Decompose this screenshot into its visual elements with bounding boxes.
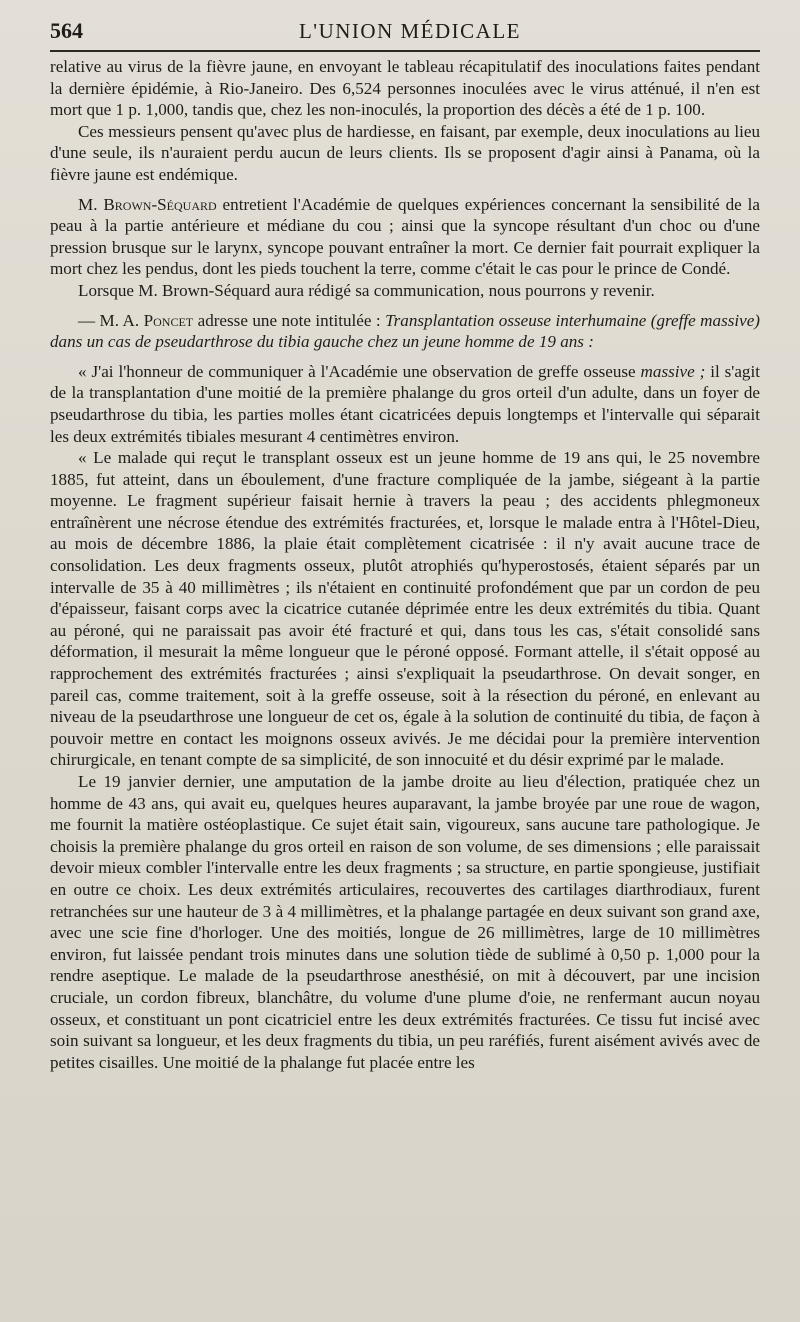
- paragraph-text: « J'ai l'honneur de communiquer à l'Académie une observation de greffe osseuse: [78, 361, 641, 381]
- page-number: 564: [50, 18, 83, 43]
- paragraph: [50, 310, 760, 353]
- page-header: [50, 18, 760, 52]
- paragraph-tail: il s'agit de la transplantation d'une moitié de la première phalange du gros orteil d'un adulte, dans un foyer de pseudarthrose du tibia, les parties molles étant cicatricées depuis longtemps et l'intervalle qui séparait les deux extrémités tibiales mesurant 4 centimètres environ.: [50, 361, 760, 446]
- paragraph-text: adresse une note intitulée :: [193, 310, 386, 330]
- author-name: Poncet: [143, 310, 194, 330]
- note-title: Transplantation osseuse interhumaine (greffe massive) dans un cas de pseudarthrose du tibia gauche chez un jeune homme de 19 ans :: [50, 310, 760, 352]
- running-head: L'UNION MÉDICALE: [298, 19, 521, 43]
- paragraph: Lorsque M. Brown-Séquard aura rédigé sa communication, nous pourrons y revenir.: [78, 280, 655, 300]
- paragraph: [50, 194, 760, 280]
- paragraph: [50, 361, 760, 447]
- paragraph-prefix: M.: [78, 194, 104, 214]
- author-name: Brown-Séquard: [103, 194, 217, 214]
- paragraph-prefix: — M. A.: [78, 310, 144, 330]
- body-text: [50, 56, 760, 1073]
- paragraph: « Le malade qui reçut le transplant osseux est un jeune homme de 19 ans qui, le 25 novembre 1885, fut atteint, dans un éboulement, d'une fracture compliquée de la jambe, siégeant à la partie moyenne. Le fragment supérieur faisait hernie à travers la peau ; des accidents phlegmoneux entraînèrent une nécrose étendue des extrémités fracturées, et, lorsque le malade entra à l'Hôtel-Dieu, au mois de décembre 1886, la plaie était complètement cicatrisée : il n'y avait aucune trace de consolidation. Les deux fragments osseux, plutôt atrophiés qu'hyperostosés, étaient séparés par un intervalle de 35 à 40 millimètres ; ils n'étaient en continuité profondément que par un cordon de peu d'épaisseur, faisant corps avec la cicatrice cutanée déprimée entre les deux extrémités du tibia. Quant au péroné, qui ne paraissait pas avoir été fracturé et qui, dans tous les cas, s'était consolidé sans déformation, il mesurait la même longueur que le péroné opposé. Formant attelle, il s'était opposé au rapprochement des extrémités fracturées ; ainsi s'expliquait la pseudarthrose. On devait songer, en pareil cas, comme traitement, soit à la greffe osseuse, soit à la résection du péroné, en enlevant au niveau de la pseudarthrose une longueur de cet os, égale à la solution de continuité du tibia, de façon à pouvoir mettre en contact les moignons osseux avivés. Je me décidai pour la première intervention chirurgicale, en tenant compte de sa simplicité, de son innocuité et du désir exprimé par le malade.: [50, 448, 760, 770]
- paragraph: Ces messieurs pensent qu'avec plus de hardiesse, en faisant, par exemple, deux inoculations au lieu d'une seule, ils n'auraient perdu aucun de leurs clients. Ils se proposent d'agir ainsi à Panama, où la fièvre jaune est endémique.: [50, 121, 760, 184]
- paragraph: relative au virus de la fièvre jaune, en envoyant le tableau récapitulatif des inoculations faites pendant la dernière épidémie, à Rio-Janeiro. Des 6,524 personnes inoculées avec le virus atténué, il n'en est mort que 1 p. 1,000, tandis que, chez les non-inoculés, la proportion des décès a été de 1 p. 100.: [50, 57, 760, 120]
- italic-word: massive ;: [640, 361, 706, 381]
- paragraph: Le 19 janvier dernier, une amputation de la jambe droite au lieu d'élection, pratiquée chez un homme de 43 ans, qui avait eu, quelques heures auparavant, la jambe broyée par une roue de wagon, me fournit la matière ostéoplastique. Ce sujet était sain, vigoureux, sans aucune tare pathologique. Je choisis la première phalange du gros orteil en raison de son volume, de ses dimensions ; elle paraissait devoir mieux combler l'intervalle entre les deux fragments ; sa structure, en partie spongieuse, justifiait en outre ce choix. Les deux extrémités articulaires, recouvertes des cartilages diarthrodiaux, furent retranchées sur une hauteur de 3 à 4 millimètres, et la phalange partagée en deux suivant son grand axe, avec une scie fine d'horloger. Une des moitiés, longue de 26 millimètres, large de 10 millimètres environ, fut laissée pendant trois minutes dans une solution tiède de sublimé à 0,50 p. 1,000 pour la rendre aseptique. Le malade de la pseudarthrose anesthésié, on mit à découvert, par une incision cruciale, un cordon fibreux, blanchâtre, du volume d'une plume d'oie, ne renfermant aucun noyau osseux, et constituant un pont cicatriciel entre les deux extrémités fracturées. Ce tissu fut incisé avec soin suivant sa longueur, et les deux fragments du tibia, un peu raréfiés, furent aisément avivés avec de petites cisailles. Une moitié de la phalange fut placée entre les: [50, 772, 760, 1072]
- paragraph-text: entretient l'Académie de quelques expériences concernant la sensibilité de la peau à la partie antérieure et médiane du cou ; ainsi que la syncope résultant d'un choc ou d'une pression brusque sur le larynx, syncope pouvant entraîner la mort. Ce dernier fait pourrait expliquer la mort chez les pendus, dont les pieds touchent la terre, comme c'était le cas pour le prince de Condé.: [50, 194, 761, 279]
- page-bottom-shade: [0, 1298, 800, 1322]
